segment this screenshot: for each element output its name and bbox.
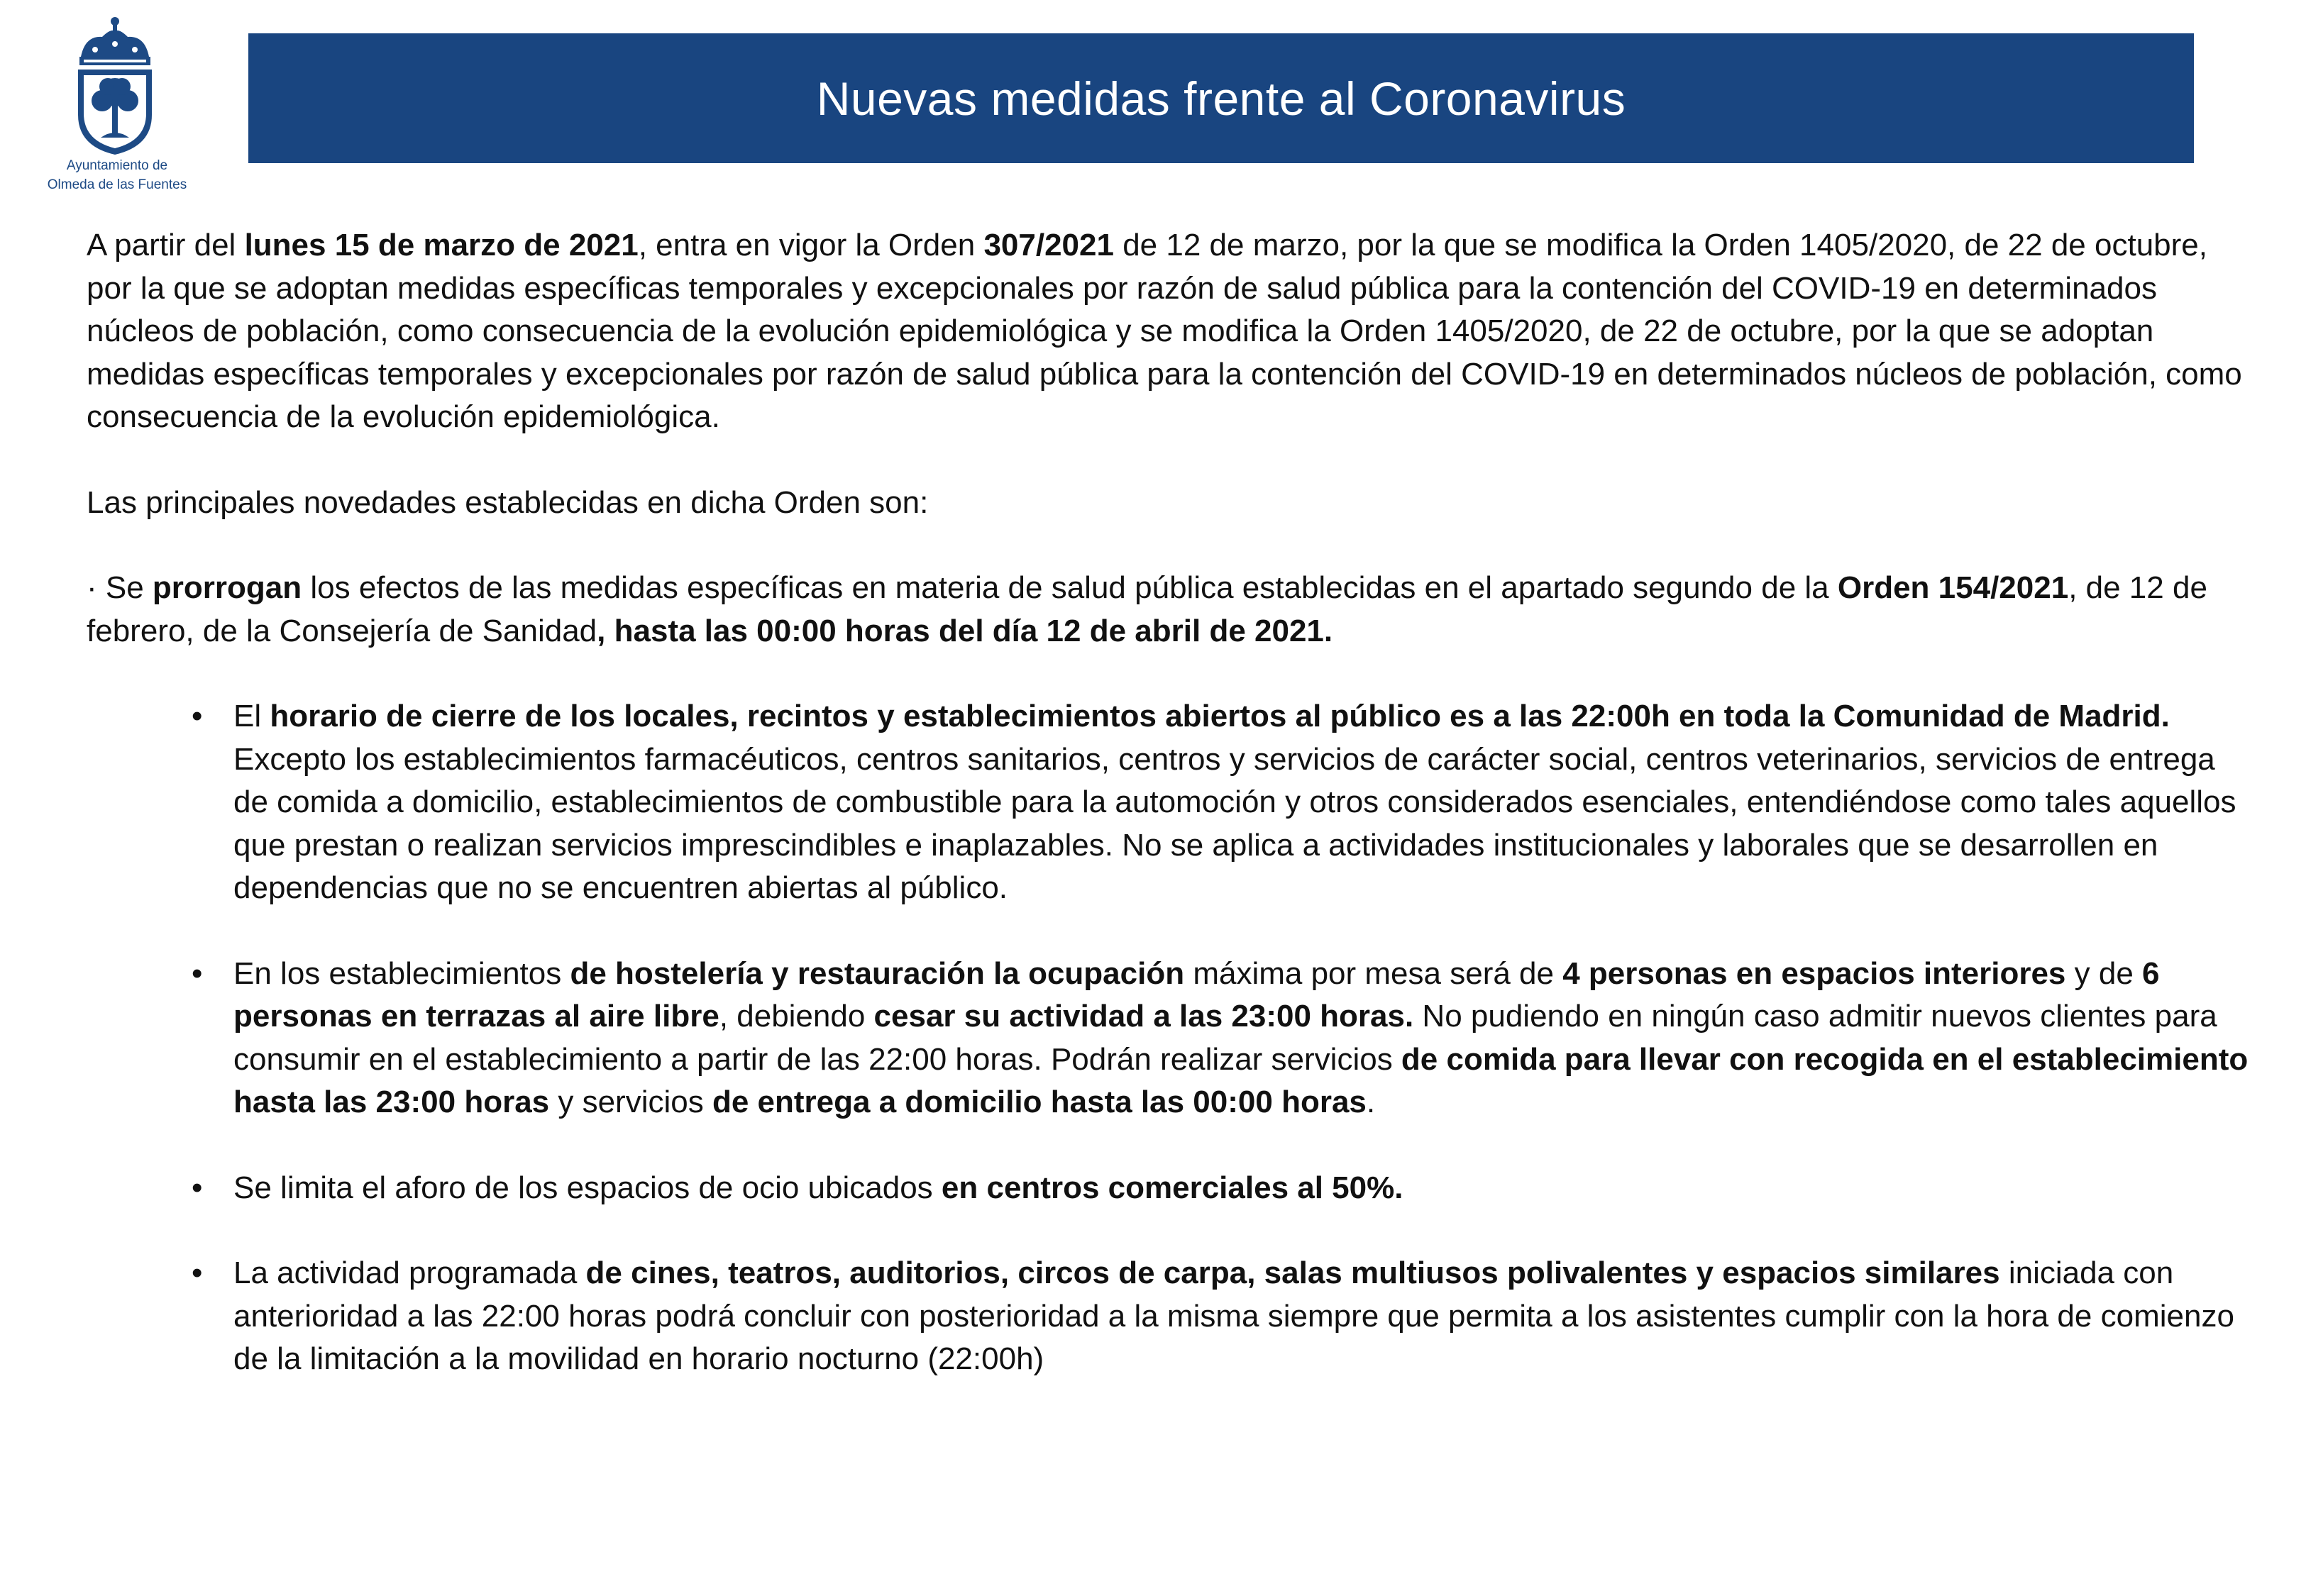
title-banner: [248, 33, 2194, 163]
logo-caption-line2: Olmeda de las Fuentes: [47, 177, 187, 192]
list-item-hospitality: [87, 953, 2258, 1124]
list-item-bold: cesar su actividad a las 23:00 horas.: [873, 999, 1414, 1033]
prorroga-text-3: , de 12 de febrero, de la Consejería de Sanidad: [87, 570, 2207, 648]
bullet-marker: •: [192, 1256, 203, 1290]
list-item-bold: 4 personas en espacios interiores: [1562, 955, 2066, 991]
measures-list: [87, 695, 2258, 1381]
prorroga-bold-3: , hasta las 00:00 horas del día 12 de abril de 2021.: [597, 613, 1333, 648]
list-item-closing-hours: [87, 695, 2258, 910]
intro-order-number: 307/2021: [983, 228, 1114, 262]
prorroga-paragraph: [87, 567, 2258, 653]
bullet-marker: •: [192, 955, 203, 991]
bullet-marker: •: [192, 699, 203, 733]
list-item-text: máxima por mesa será de: [1184, 955, 1563, 991]
list-item-bold: de comida para llevar con recogida en el establecimiento hasta las 23:00 horas: [233, 1041, 2249, 1119]
intro-date: lunes 15 de marzo de 2021: [244, 228, 639, 262]
intro-paragraph: [87, 224, 2258, 439]
logo-caption: [28, 156, 206, 194]
list-item-cultural-activities: [87, 1252, 2258, 1381]
list-item-text: y de: [2065, 955, 2143, 991]
page-title: Nuevas medidas frente al Coronavirus: [816, 72, 1626, 125]
bullet-marker: •: [192, 1170, 203, 1205]
list-item-bold: en centros comerciales al 50%.: [941, 1170, 1403, 1205]
prorroga-bold-2: Orden 154/2021: [1837, 570, 2069, 605]
intro-text-2: , entra en vigor la Orden: [638, 228, 984, 262]
list-item-bold: de entrega a domicilio hasta las 00:00 horas: [712, 1085, 1367, 1119]
prorroga-text-2: los efectos de las medidas específicas en materia de salud pública establecidas en el apartado segundo de la: [302, 570, 1838, 605]
coat-of-arms-icon: [71, 16, 159, 156]
list-item-text: La actividad programada: [233, 1256, 586, 1290]
logo-caption-line1: Ayuntamiento de: [66, 158, 168, 173]
list-item-bold: de cines, teatros, auditorios, circos de carpa, salas multiusos polivalentes y espacios similares: [585, 1256, 2000, 1290]
municipal-logo: [28, 16, 206, 193]
list-item-text: , debiendo: [719, 999, 874, 1033]
list-item-text: No pudiendo en ningún caso admitir nuevos clientes para consumir en el establecimiento a partir de las 22:00 horas. Podrán realizar servicios: [233, 999, 2217, 1077]
document-body: [87, 224, 2258, 1381]
list-item-bold: 6 personas en terrazas al aire libre: [233, 955, 2160, 1033]
list-item-bold: horario de cierre de los locales, recintos y establecimientos abiertos al público es a las 22:00h en toda la Comunidad de Madrid.: [270, 699, 2170, 733]
prorroga-bold-1: prorrogan: [152, 570, 302, 605]
list-item-text: Excepto los establecimientos farmacéuticos, centros sanitarios, centros y servicios de carácter social, centros veterinarios, servicios de entrega de comida a domicilio, establecimientos de combustible para la automoción y otros considerados esenciales, entendiéndose como tales aquellos que prestan o realizan servicios imprescindibles e inaplazables. No se aplica a actividades institucionales y laborales que se desarrollen en dependencias que no se encuentren abiertas al público.: [233, 741, 2236, 905]
list-item-shopping-centers: [87, 1167, 2258, 1210]
list-item-text: Se limita el aforo de los espacios de ocio ubicados: [233, 1170, 942, 1205]
prorroga-text-1: · Se: [87, 570, 153, 605]
list-item-text: .: [1366, 1085, 1376, 1119]
list-item-text: El: [233, 699, 270, 733]
list-item-text: y servicios: [549, 1085, 712, 1119]
intro-text-3: de 12 de marzo, por la que se modifica la Orden 1405/2020, de 22 de octubre, por la que se adoptan medidas específicas temporales y excepcionales por razón de salud pública para la contención del COVID-19 en determinados núcleos de población, como consecuencia de la evolución epidemiológica y se modifica la Orden 1405/2020, de 22 de octubre, por la que se adoptan medidas específicas temporales y excepcionales por razón de salud pública para la contención del COVID-19 en determinados núcleos de población, como consecuencia de la evolución epidemiológica.: [87, 228, 2242, 434]
novedades-intro: Las principales novedades establecidas en dicha Orden son:: [87, 484, 929, 520]
list-item-text: En los establecimientos: [233, 955, 570, 991]
list-item-bold: de hostelería y restauración la ocupación: [570, 955, 1185, 991]
list-item-text: iniciada con anterioridad a las 22:00 horas podrá concluir con posterioridad a la misma siempre que permita a los asistentes cumplir con la hora de comienzo de la limitación a la movilidad en horario nocturno (22:00h): [233, 1256, 2234, 1376]
intro-text-1: A partir del: [87, 228, 245, 262]
